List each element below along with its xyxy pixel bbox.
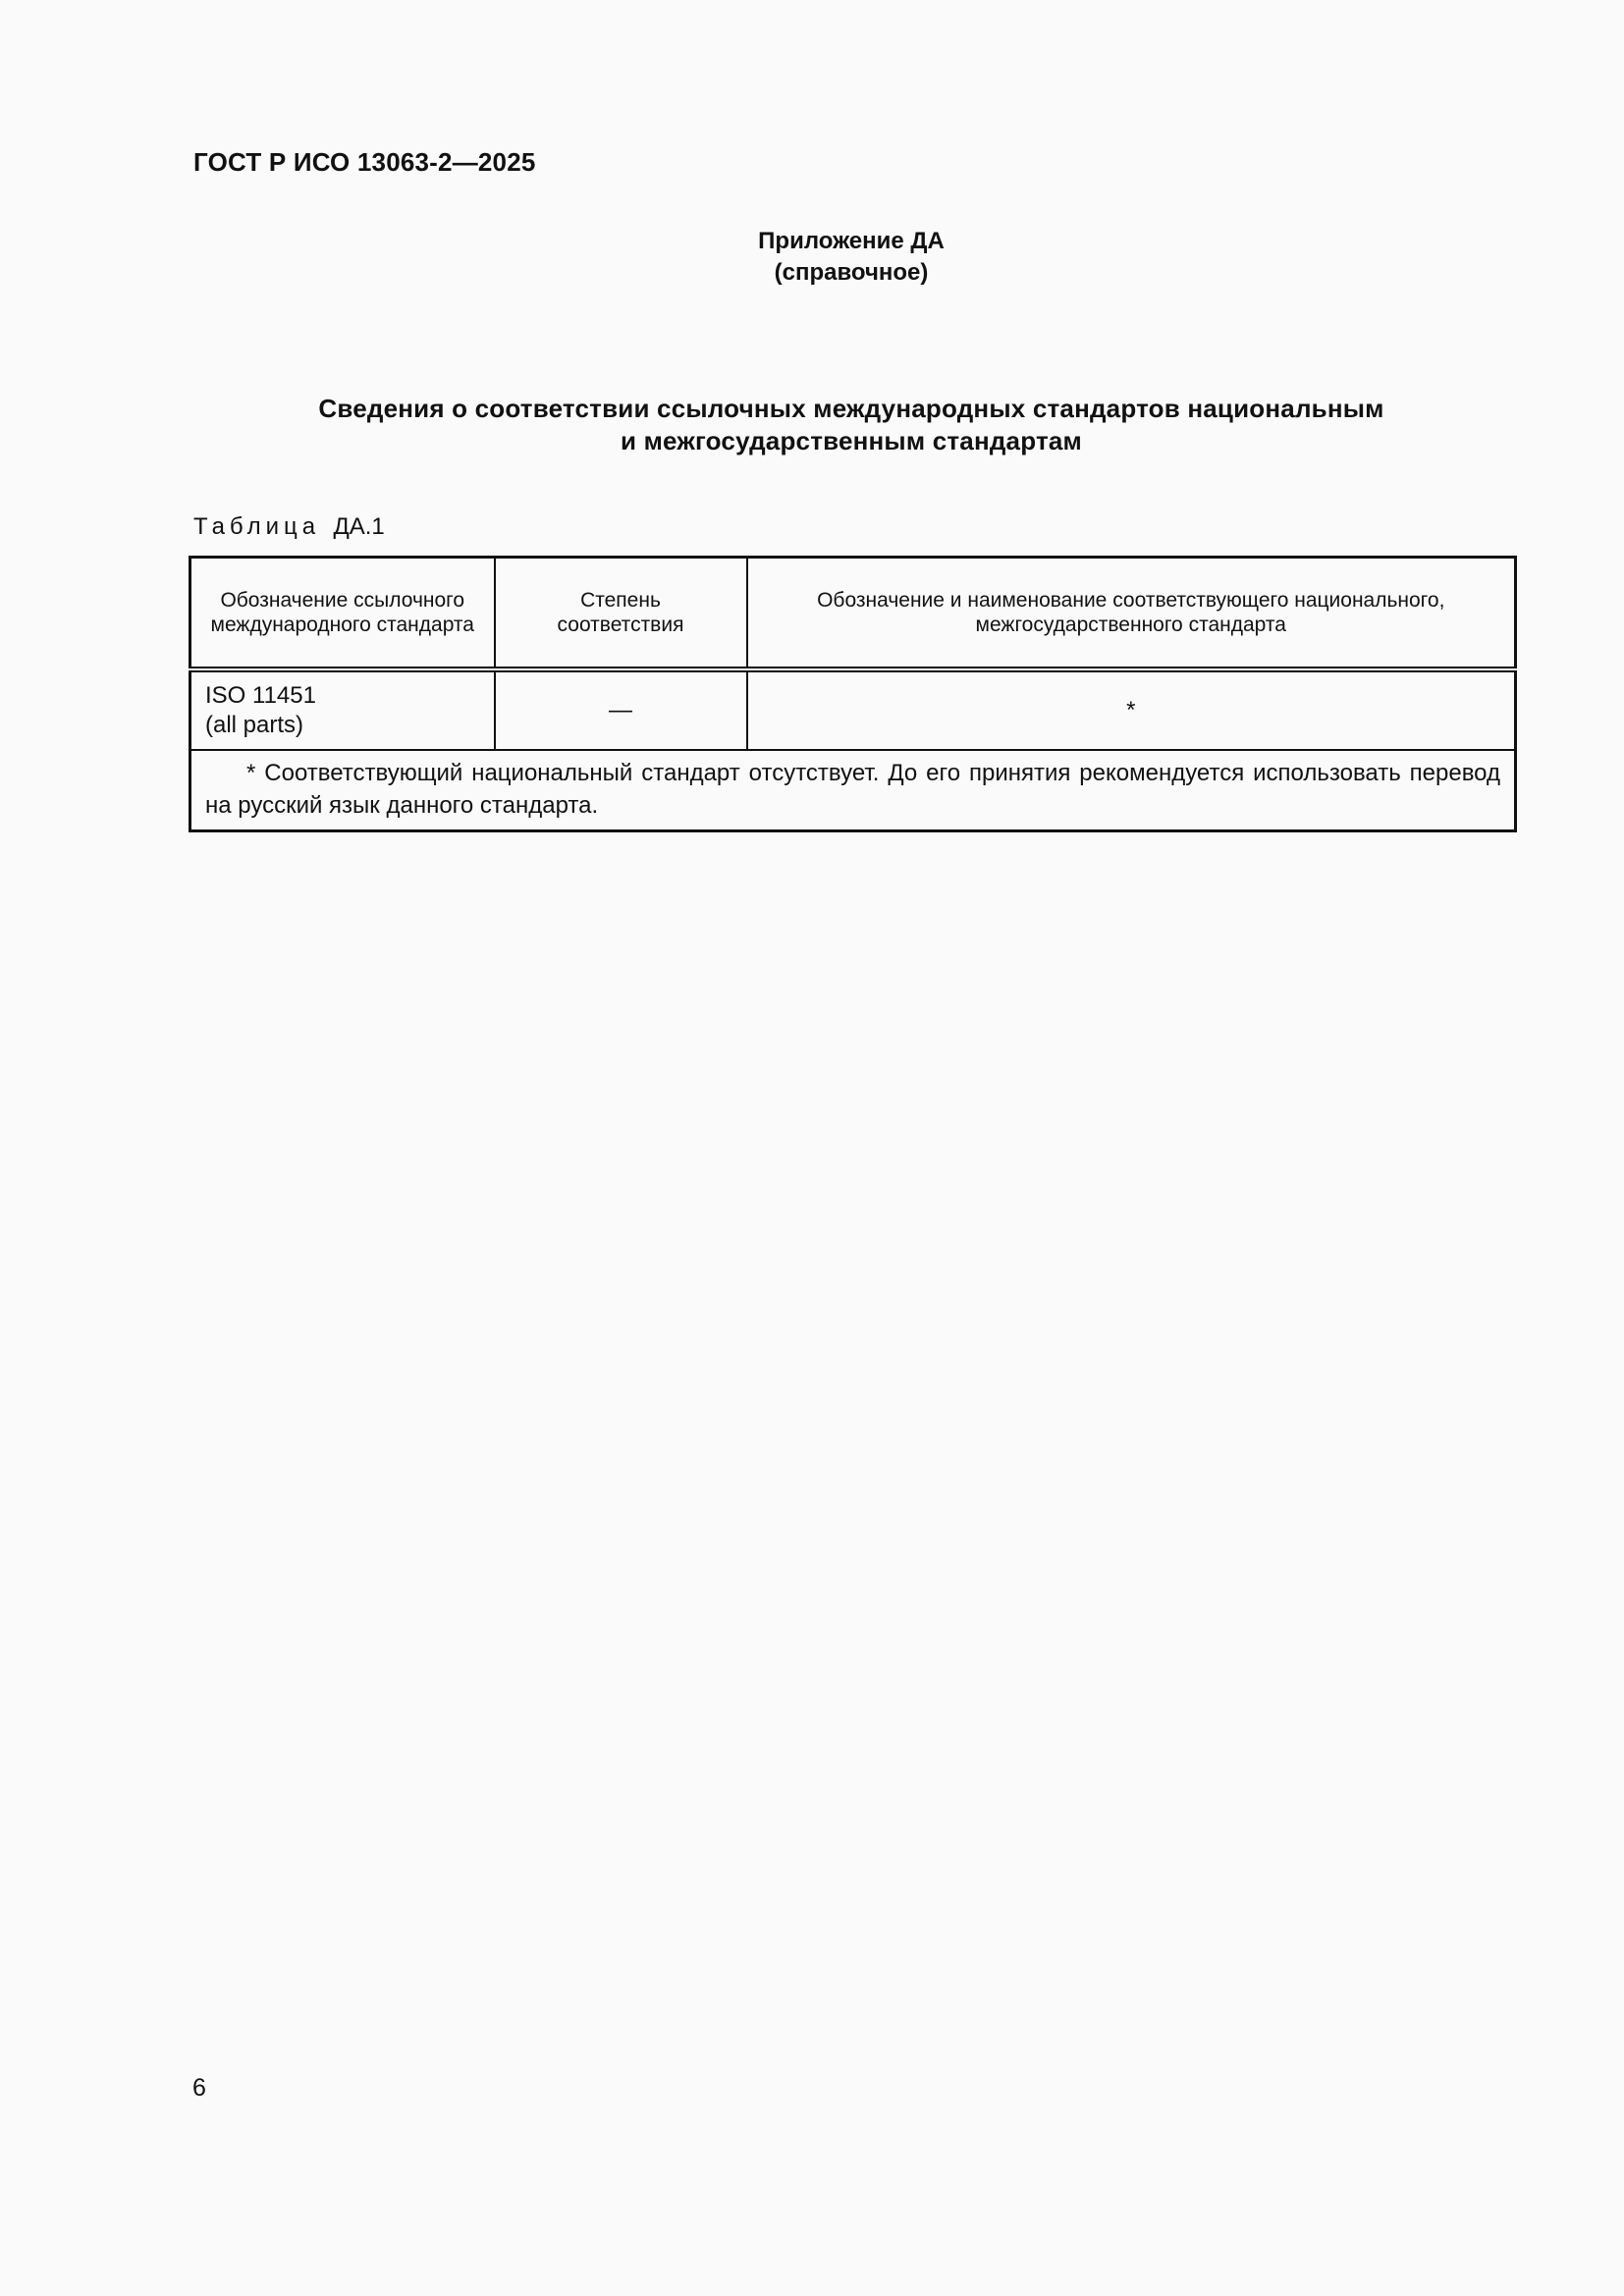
standard-parts: (all parts) (205, 712, 304, 738)
reference-standards-table (189, 556, 1517, 832)
column-header-reference-standard: Обозначение ссылочного международного стандарта (190, 558, 495, 670)
document-code: ГОСТ Р ИСО 13063-2—2025 (193, 147, 536, 177)
table-caption-number: ДА.1 (333, 513, 385, 540)
page-number: 6 (192, 2074, 206, 2102)
section-title (193, 393, 1509, 457)
annex-type: (справочное) (774, 259, 929, 286)
table-footnote-row (190, 750, 1516, 831)
annex-title: Приложение ДА (758, 228, 945, 254)
cell-reference-standard (190, 669, 495, 750)
cell-degree: — (495, 669, 747, 750)
column-header-national-standard: Обозначение и наименование соответствующего национального, межгосударственного стандарта (747, 558, 1516, 670)
section-title-line-2: и межгосударственным стандартам (621, 426, 1082, 455)
annex-heading (0, 226, 1624, 289)
section-title-line-1: Сведения о соответствии ссылочных международных стандартов национальным (318, 394, 1384, 423)
cell-national-standard: * (747, 669, 1516, 750)
table-header-row (190, 558, 1516, 670)
table-row (190, 669, 1516, 750)
column-header-degree: Степень соответствия (495, 558, 747, 670)
standard-designation: ISO 11451 (205, 682, 316, 709)
table-footnote: * Соответствующий национальный стандарт отсутствует. До его принятия рекомендуется использовать перевод на русский язык данного стандарта. (190, 750, 1516, 831)
table-caption (193, 513, 385, 541)
table-caption-prefix: Таблица (193, 513, 321, 540)
